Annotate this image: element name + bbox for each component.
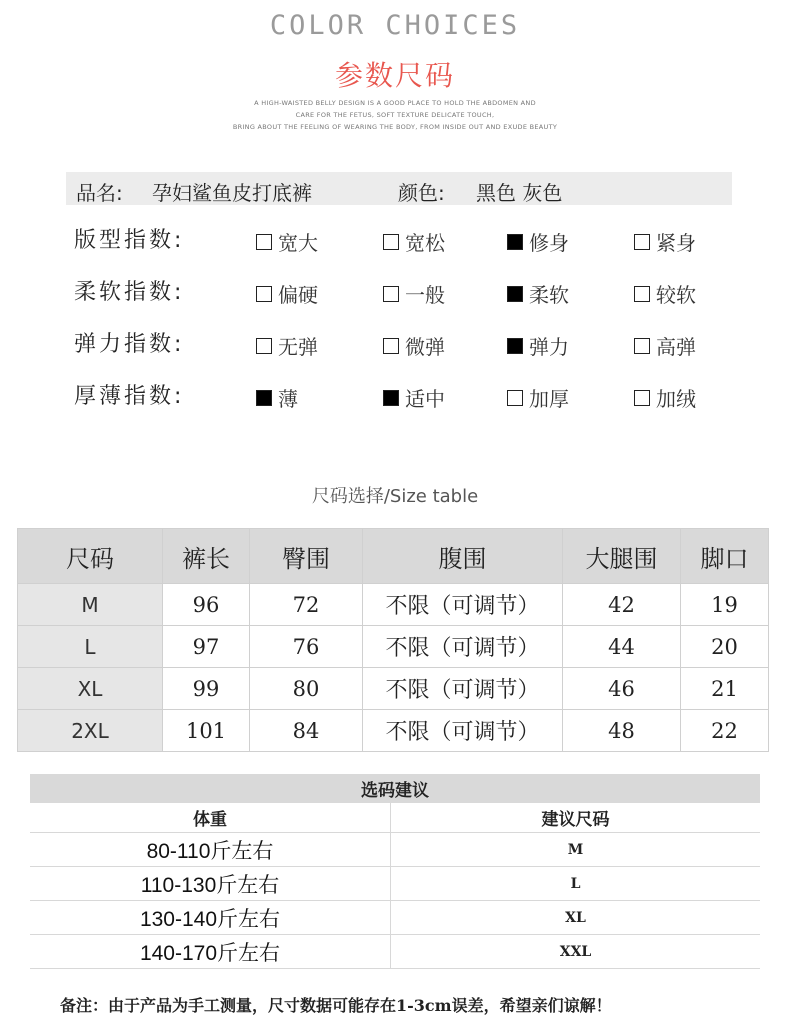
- suggested-size-cell: XXL: [391, 935, 761, 969]
- advice-header-row: [30, 803, 760, 833]
- unchecked-box-icon: [383, 338, 399, 354]
- option-label: 宽大: [278, 231, 318, 255]
- waist-cell: 不限（可调节）: [363, 584, 563, 626]
- hem-cell: 21: [681, 668, 769, 710]
- advice-caption-row: [30, 774, 760, 803]
- index-option: [507, 227, 569, 256]
- size-table-title: 尺码选择/Size table: [311, 486, 479, 507]
- index-option: [634, 227, 696, 256]
- subtitle-line: CARE FOR THE FETUS, SOFT TEXTURE DELICATE TOUCH,: [295, 111, 495, 119]
- header-cell: 大腿围: [563, 529, 681, 584]
- header-cell: 脚口: [681, 529, 769, 584]
- footnote: 备注：由于产品为手工测量，尺寸数据可能存在1-3cm误差，希望亲们谅解！: [60, 996, 612, 1015]
- size-cell: 2XL: [18, 710, 163, 752]
- unchecked-box-icon: [383, 286, 399, 302]
- index-option: [383, 279, 445, 308]
- index-option: [507, 279, 569, 308]
- option-label: 微弹: [405, 335, 445, 359]
- advice-caption: 选码建议: [30, 774, 760, 803]
- product-info-bar: [66, 172, 732, 205]
- index-option: [383, 331, 445, 360]
- index-option: [634, 383, 696, 412]
- length-cell: 101: [163, 710, 250, 752]
- thigh-cell: 48: [563, 710, 681, 752]
- index-option: [383, 227, 445, 256]
- index-option: [256, 383, 298, 412]
- thigh-cell: 44: [563, 626, 681, 668]
- option-label: 修身: [529, 231, 569, 255]
- table-row: [18, 584, 769, 626]
- product-name-label: 品名:: [76, 181, 123, 205]
- header-cell: 尺码: [18, 529, 163, 584]
- hip-cell: 76: [250, 626, 363, 668]
- option-label: 无弹: [278, 335, 318, 359]
- option-label: 紧身: [656, 231, 696, 255]
- color-label: 颜色:: [398, 181, 445, 205]
- index-option: [634, 331, 696, 360]
- table-row: [30, 901, 760, 935]
- index-option: [256, 227, 318, 256]
- index-label: 柔软指数:: [74, 280, 185, 305]
- table-row: [30, 867, 760, 901]
- index-option: [634, 279, 696, 308]
- hip-cell: 72: [250, 584, 363, 626]
- size-cell: M: [18, 584, 163, 626]
- checked-box-icon: [507, 234, 523, 250]
- thigh-cell: 42: [563, 584, 681, 626]
- table-row: [18, 668, 769, 710]
- hip-cell: 84: [250, 710, 363, 752]
- unchecked-box-icon: [256, 234, 272, 250]
- size-table: [17, 528, 769, 752]
- header-cell: 建议尺码: [391, 803, 761, 833]
- suggested-size-cell: XL: [391, 901, 761, 935]
- weight-cell: 110-130斤左右: [30, 867, 391, 901]
- length-cell: 99: [163, 668, 250, 710]
- table-row: [18, 710, 769, 752]
- weight-cell: 130-140斤左右: [30, 901, 391, 935]
- index-option: [507, 331, 569, 360]
- unchecked-box-icon: [634, 234, 650, 250]
- product-name-value: 孕妇鲨鱼皮打底裤: [152, 181, 312, 205]
- header-cell: 腹围: [363, 529, 563, 584]
- checked-box-icon: [256, 390, 272, 406]
- table-row: [18, 626, 769, 668]
- option-label: 弹力: [529, 335, 569, 359]
- index-label: 弹力指数:: [74, 332, 185, 357]
- index-option: [383, 383, 445, 412]
- index-label: 厚薄指数:: [74, 384, 185, 409]
- size-table-header: [18, 529, 769, 584]
- title-en: COLOR CHOICES: [269, 10, 521, 41]
- waist-cell: 不限（可调节）: [363, 626, 563, 668]
- size-cell: XL: [18, 668, 163, 710]
- option-label: 加绒: [656, 387, 696, 411]
- weight-cell: 80-110斤左右: [30, 833, 391, 867]
- header-cell: 体重: [30, 803, 391, 833]
- checked-box-icon: [383, 390, 399, 406]
- waist-cell: 不限（可调节）: [363, 668, 563, 710]
- thigh-cell: 46: [563, 668, 681, 710]
- checked-box-icon: [507, 286, 523, 302]
- subtitle-line: BRING ABOUT THE FEELING OF WEARING THE BODY, FROM INSIDE OUT AND EXUDE BEAUTY: [232, 123, 558, 131]
- unchecked-box-icon: [383, 234, 399, 250]
- option-label: 高弹: [656, 335, 696, 359]
- option-label: 薄: [278, 387, 298, 411]
- subtitle-line: A HIGH-WAISTED BELLY DESIGN IS A GOOD PLACE TO HOLD THE ABDOMEN AND: [254, 99, 536, 107]
- header-cell: 臀围: [250, 529, 363, 584]
- option-label: 加厚: [529, 387, 569, 411]
- unchecked-box-icon: [634, 286, 650, 302]
- option-label: 一般: [405, 283, 445, 307]
- waist-cell: 不限（可调节）: [363, 710, 563, 752]
- weight-cell: 140-170斤左右: [30, 935, 391, 969]
- size-cell: L: [18, 626, 163, 668]
- option-label: 柔软: [529, 283, 569, 307]
- index-option: [507, 383, 569, 412]
- size-advice-table: [30, 774, 760, 969]
- table-row: [30, 935, 760, 969]
- hem-cell: 22: [681, 710, 769, 752]
- suggested-size-cell: L: [391, 867, 761, 901]
- header-cell: 裤长: [163, 529, 250, 584]
- color-value: 黑色 灰色: [476, 181, 563, 205]
- option-label: 宽松: [405, 231, 445, 255]
- checked-box-icon: [507, 338, 523, 354]
- index-option: [256, 331, 318, 360]
- length-cell: 96: [163, 584, 250, 626]
- index-label: 版型指数:: [74, 228, 185, 253]
- option-label: 偏硬: [278, 283, 318, 307]
- table-row: [30, 833, 760, 867]
- unchecked-box-icon: [634, 338, 650, 354]
- unchecked-box-icon: [256, 286, 272, 302]
- suggested-size-cell: M: [391, 833, 761, 867]
- length-cell: 97: [163, 626, 250, 668]
- hem-cell: 20: [681, 626, 769, 668]
- option-label: 较软: [656, 283, 696, 307]
- index-option: [256, 279, 318, 308]
- unchecked-box-icon: [634, 390, 650, 406]
- unchecked-box-icon: [256, 338, 272, 354]
- unchecked-box-icon: [507, 390, 523, 406]
- title-cn: 参数尺码: [334, 59, 455, 92]
- hip-cell: 80: [250, 668, 363, 710]
- option-label: 适中: [405, 387, 445, 411]
- hem-cell: 19: [681, 584, 769, 626]
